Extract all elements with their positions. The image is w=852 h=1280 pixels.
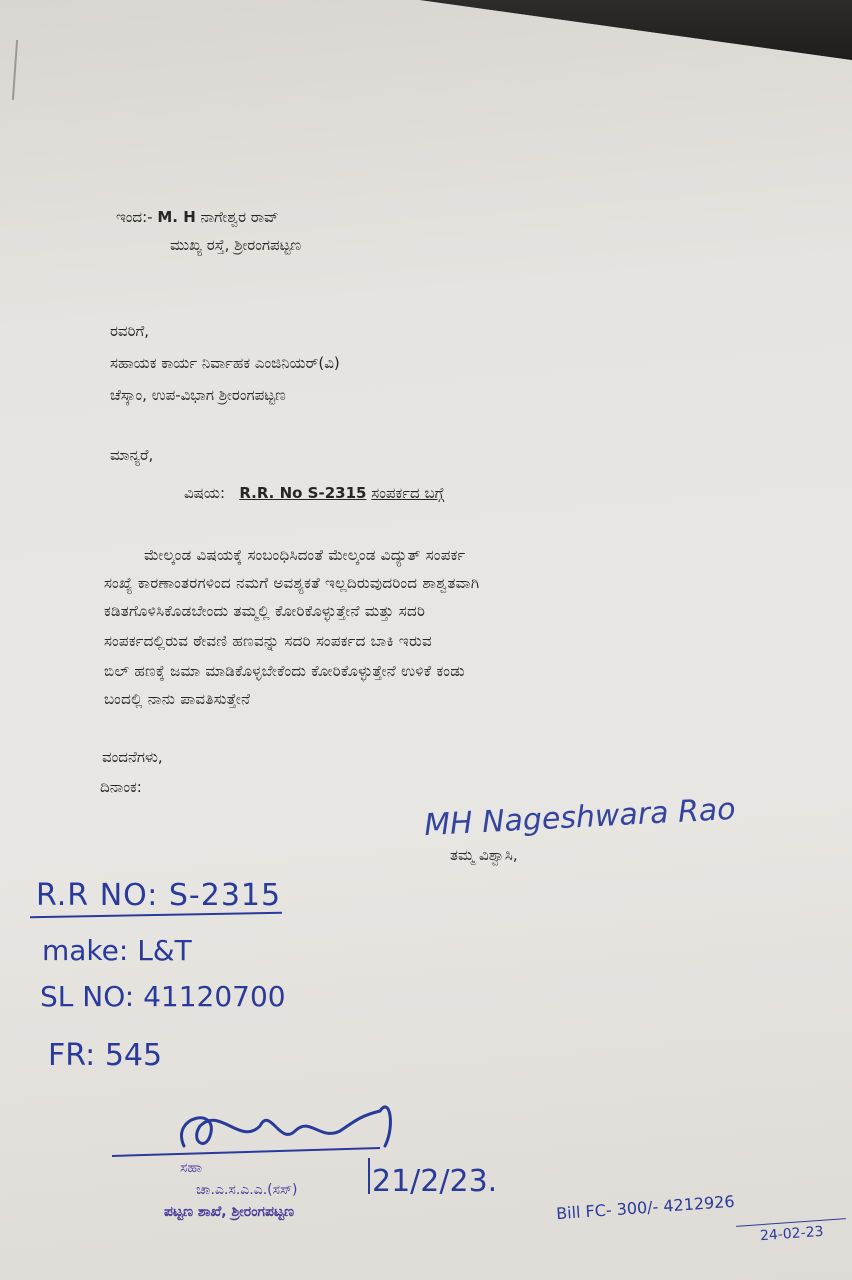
hand-fr: FR: 545: [48, 1038, 163, 1073]
subject-label: ವಿಷಯ:: [184, 484, 225, 502]
body-line: ಬಿಲ್ ಹಣಕ್ಕೆ ಜಮಾ ಮಾಡಿಕೊಳ್ಳಬೇಕೆಂದು ಕೋರಿಕೊಳ್ಳುತ್ತೇನೆ ಉಳಿಕೆ ಕಂಡು: [104, 662, 465, 680]
hand-rr-no: R.R NO: S-2315: [36, 878, 282, 913]
body-line: ಸಂಪರ್ಕದಲ್ಲಿರುವ ಠೇವಣಿ ಹಣವನ್ನು ಸದರಿ ಸಂಪರ್ಕದ ಬಾಕಿ ಇರುವ: [104, 632, 432, 650]
body-line: ಸಂಖ್ಯೆ ಕಾರಣಾಂತರಗಳಿಂದ ನಮಗೆ ಅವಶ್ಯಕತೆ ಇಲ್ಲದಿರುವುದರಿಂದ ಶಾಶ್ವತವಾಗಿ: [104, 574, 480, 592]
subject-rest: ಸಂಪರ್ಕದ ಬಗ್ಗೆ: [371, 484, 445, 502]
from-name: M. H: [157, 208, 196, 226]
hand-sl-no: SL NO: 41120700: [40, 980, 286, 1013]
from-line: [116, 208, 279, 226]
to-designation: ಸಹಾಯಕ ಕಾರ್ಯ ನಿರ್ವಾಹಕ ಎಂಜಿನಿಯರ್(ವಿ): [110, 354, 340, 372]
salutation: ಮಾನ್ಯರೆ,: [110, 446, 154, 464]
subject-ref: R.R. No S-2315: [239, 484, 367, 502]
from-label: ಇಂದ:-: [116, 208, 153, 226]
hand-divider: [368, 1158, 370, 1194]
closing: ವಂದನೆಗಳು,: [102, 748, 163, 766]
stamp-line: ಸಹಾ: [180, 1160, 203, 1176]
body-line: ಮೇಲ್ಕಂಡ ವಿಷಯಕ್ಕೆ ಸಂಬಂಧಿಸಿದಂತೆ ಮೇಲ್ಕಂಡ ವಿದ್ಯುತ್ ಸಂಪರ್ಕ: [144, 546, 466, 564]
hand-date: 21/2/23.: [372, 1164, 498, 1199]
hand-bill: Bill FC- 300/- 4212926: [555, 1191, 736, 1224]
from-address: ಮುಖ್ಯ ರಸ್ತೆ, ಶ್ರೀರಂಗಪಟ್ಟಣ: [170, 236, 302, 254]
body-line: ಬಂದಲ್ಲಿ ನಾನು ಪಾವತಿಸುತ್ತೇನೆ: [104, 690, 251, 708]
to-label: ರವರಿಗೆ,: [110, 322, 149, 340]
subject-line: [184, 484, 444, 502]
yours-faithfully: ತಮ್ಮ ವಿಶ್ವಾಸಿ,: [450, 846, 518, 864]
to-office: ಚೆಸ್ಕಾಂ, ಉಪ-ವಿಭಾಗ ಶ್ರೀರಂಗಪಟ್ಟಣ: [110, 386, 286, 404]
stamp-line: ಪಟ್ಟಣ ಶಾಖೆ, ಶ್ರೀರಂಗಪಟ್ಟಣ: [164, 1204, 295, 1220]
date-label: ದಿನಾಂಕ:: [100, 778, 142, 796]
from-name-rest: ನಾಗೇಶ್ವರ ರಾವ್: [200, 208, 279, 226]
officer-signature: [110, 1086, 410, 1166]
stamp-line: ಚಾ.ಎ.ಸ.ಎ.ಎ.(ಸಸ್): [196, 1182, 298, 1198]
hand-bill-date: 24-02-23: [759, 1223, 825, 1245]
hand-make: make: L&T: [42, 934, 192, 967]
signature: MH Nageshwara Rao: [423, 791, 737, 844]
body-line: ಕಡಿತಗೊಳಿಸಿಕೊಡಬೇಂದು ತಮ್ಮಲ್ಲಿ ಕೋರಿಕೊಳ್ಳುತ್ತೇನೆ ಮತ್ತು ಸದರಿ: [104, 602, 426, 620]
